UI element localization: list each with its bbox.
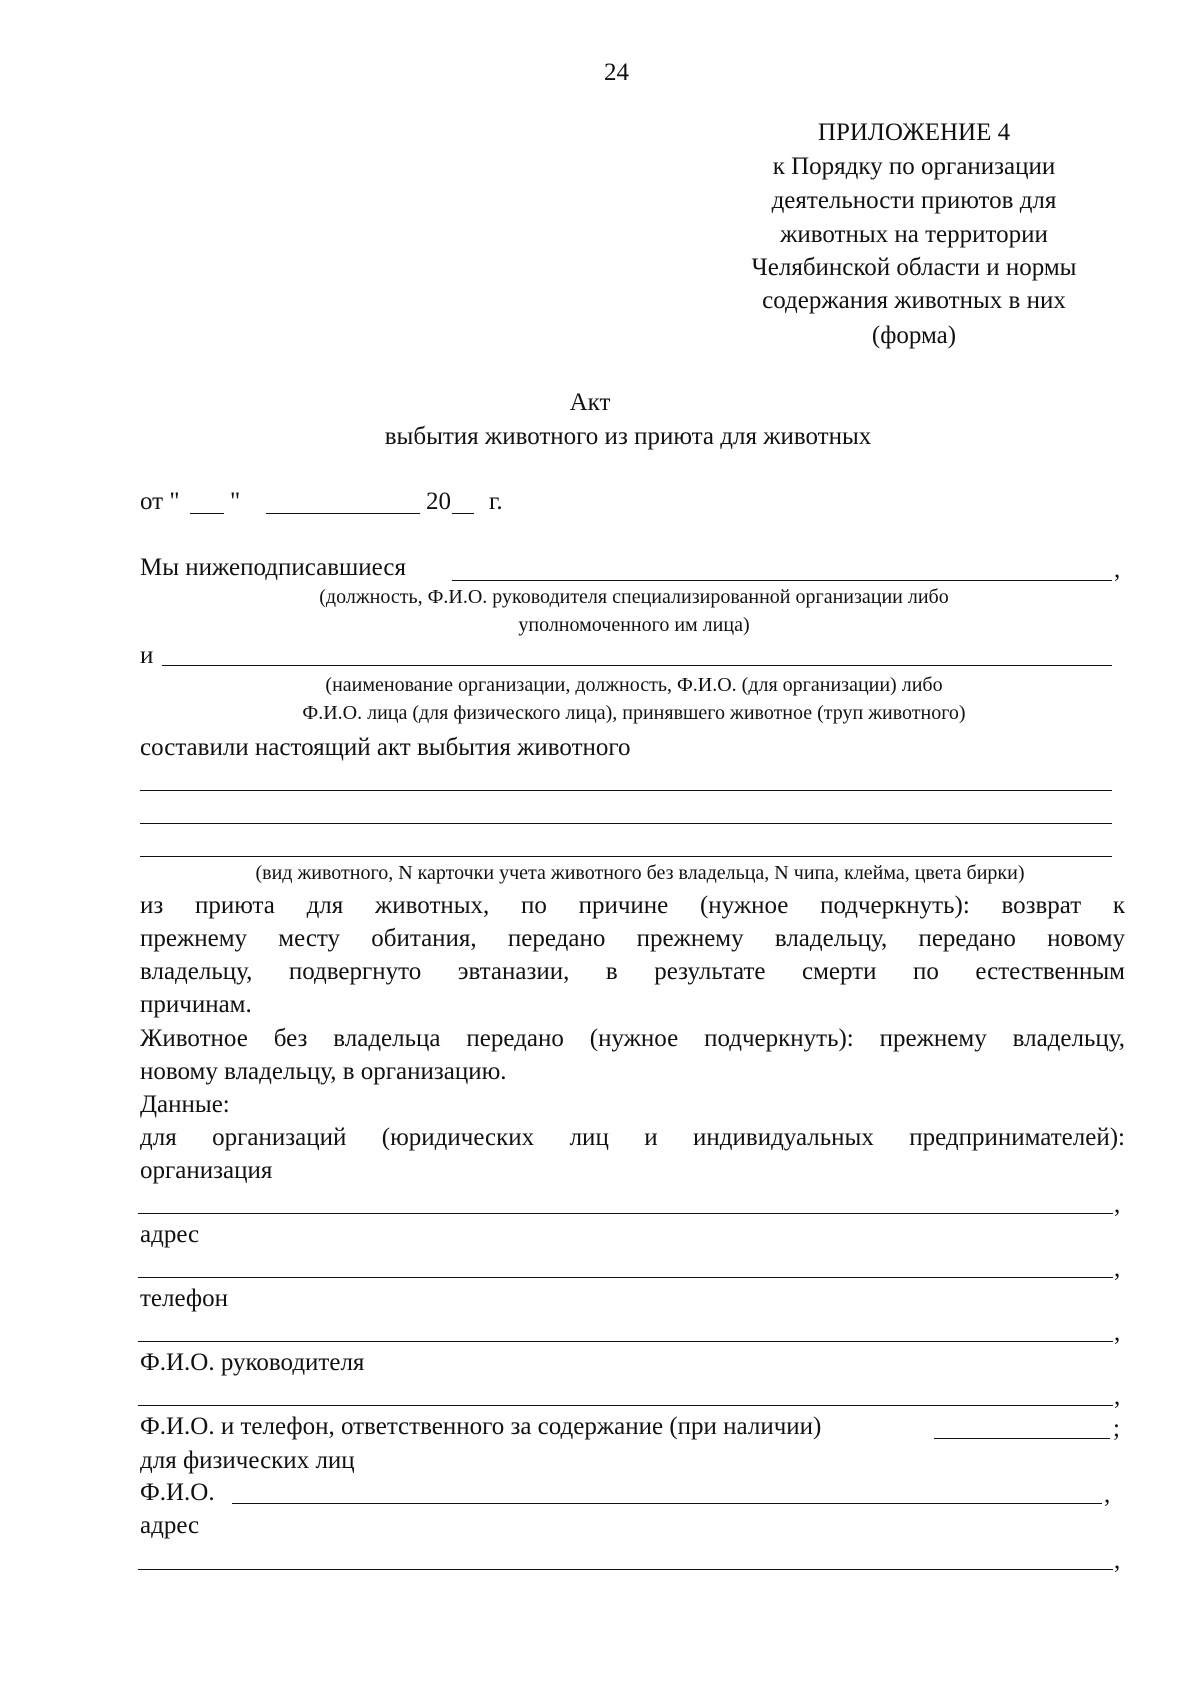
org-field[interactable]: [138, 1213, 1113, 1214]
appendix-form-label: (форма): [871, 322, 957, 349]
animal-hint: (вид животного, N карточки учета животного без владельца, N чипа, клейма, цвета бирки): [255, 862, 1025, 884]
appendix-line: Челябинской области и нормы: [751, 254, 1077, 281]
comma: ,: [1114, 556, 1121, 583]
date-year-prefix: 20: [426, 488, 451, 515]
semicolon: ;: [1113, 1415, 1120, 1442]
composed-text: составили настоящий акт выбытия животного: [140, 734, 631, 761]
comma: ,: [1114, 1547, 1121, 1574]
appendix-line: животных на территории: [780, 221, 1048, 248]
date-suffix: г.: [489, 488, 503, 515]
signatory-2-hint: (наименование организации, должность, Ф.И.О. (для организации) либо: [325, 674, 943, 696]
signatory-1-field[interactable]: [452, 580, 1112, 581]
address-field[interactable]: [138, 1277, 1113, 1278]
animal-field-line[interactable]: [140, 856, 1112, 857]
reason-line: прежнему месту обитания, передано прежнему владельцу, передано новому: [140, 925, 1125, 952]
comma: ,: [1114, 1191, 1121, 1218]
appendix-line: деятельности приютов для: [771, 187, 1057, 214]
page-number: 24: [604, 59, 629, 86]
signatories-label: Мы нижеподписавшиеся: [140, 554, 406, 581]
reason-line: владельцу, подвергнуто эвтаназии, в результате смерти по естественным: [140, 958, 1125, 985]
data-label: Данные:: [140, 1091, 230, 1118]
phone-label: телефон: [140, 1285, 228, 1312]
comma: ,: [1114, 1383, 1121, 1410]
animal-field-line[interactable]: [140, 790, 1112, 791]
date-quote-close: ": [230, 488, 241, 515]
org-label: организация: [140, 1157, 273, 1184]
date-prefix: от ": [140, 488, 180, 515]
appendix-title: ПРИЛОЖЕНИЕ 4: [817, 119, 1011, 146]
responsible-label: Ф.И.О. и телефон, ответственного за содержание (при наличии): [140, 1413, 822, 1440]
address-label: адрес: [140, 1221, 200, 1248]
signatory-1-hint: (должность, Ф.И.О. руководителя специализированной организации либо: [319, 586, 949, 608]
act-title: Акт: [569, 389, 611, 416]
appendix-line: содержания животных в них: [762, 287, 1066, 314]
head-field[interactable]: [138, 1405, 1113, 1406]
date-year-field[interactable]: [452, 513, 474, 514]
signatory-1-hint: уполномоченного им лица): [518, 614, 750, 636]
head-label: Ф.И.О. руководителя: [140, 1349, 365, 1376]
animal-field-line[interactable]: [140, 823, 1112, 824]
date-month-field[interactable]: [266, 513, 420, 514]
signatory-2-hint: Ф.И.О. лица (для физического лица), принявшего животное (труп животного): [302, 702, 966, 724]
act-subtitle: выбытия животного из приюта для животных: [384, 423, 872, 450]
date-day-field[interactable]: [190, 513, 224, 514]
ind-address-label: адрес: [140, 1512, 200, 1539]
signatory-2-field[interactable]: [162, 665, 1112, 666]
reason-line: из приюта для животных, по причине (нужное подчеркнуть): возврат к: [140, 892, 1125, 919]
individuals-label: для физических лиц: [140, 1447, 355, 1474]
and-label: и: [140, 642, 154, 669]
comma: ,: [1114, 1255, 1121, 1282]
appendix-line: к Порядку по организации: [772, 153, 1056, 180]
phone-field[interactable]: [138, 1341, 1113, 1342]
transfer-line: новому владельцу, в организацию.: [140, 1058, 507, 1085]
comma: ,: [1114, 1319, 1121, 1346]
reason-line: причинам.: [140, 991, 252, 1018]
ind-address-field[interactable]: [138, 1569, 1113, 1570]
fio-field[interactable]: [232, 1503, 1102, 1504]
orgs-line: для организаций (юридических лиц и индивидуальных предпринимателей):: [140, 1124, 1125, 1151]
transfer-line: Животное без владельца передано (нужное подчеркнуть): прежнему владельцу,: [140, 1025, 1125, 1052]
comma: ,: [1104, 1481, 1111, 1508]
responsible-field[interactable]: [934, 1438, 1110, 1439]
fio-label: Ф.И.О.: [140, 1479, 215, 1506]
